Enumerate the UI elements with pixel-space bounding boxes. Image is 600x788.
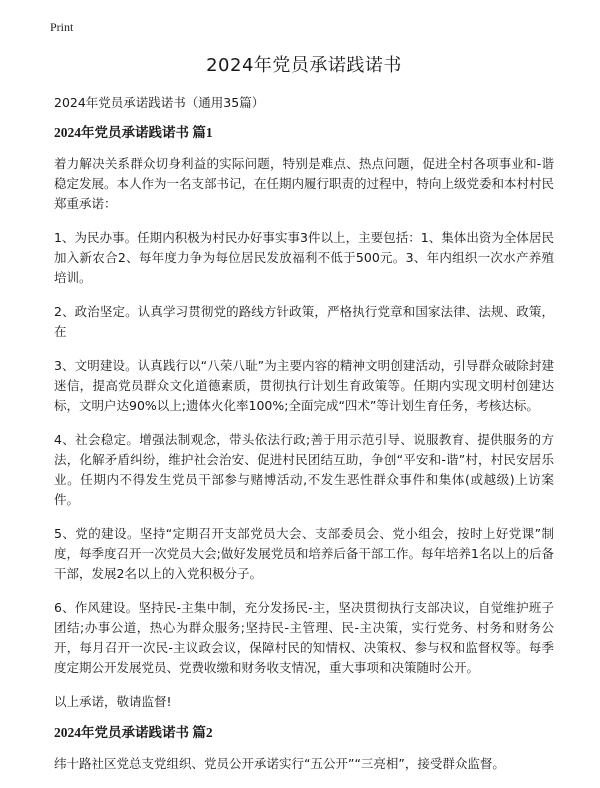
paragraph: 6、作风建设。坚持民-主集中制，充分发扬民-主，坚决贯彻执行支部决议，自觉维护班子团结;办事公道，热心为群众服务;坚持民-主管理、民-主决策，实行党务、村务和财务公开，每月召开一次民-主议政会议，保障村民的知情权、决策权、参与权和监督权等。每季度定期公开发展党员、党费收缴和财务收支情况，重大事项和决策随时公开。 xyxy=(54,600,554,675)
paragraph: 纬十路社区党总支党组织、党员公开承诺实行“五公开”“三亮相”，接受群众监督。 xyxy=(54,756,505,771)
section-heading-1: 2024年党员承诺践诺书 篇1 xyxy=(54,125,213,140)
paragraph: 2、政治坚定。认真学习贯彻党的路线方针政策，严格执行党章和国家法律、法规、政策，在 xyxy=(54,304,554,339)
document-body xyxy=(54,52,554,788)
paragraph: 5、党的建设。坚持“定期召开支部党员大会、支部委员会、党小组会，按时上好党课”制度，每季度召开一次党员大会;做好发展党员和培养后备干部工作。每年培养1名以上的后备干部，发展2名以上的入党积极分子。 xyxy=(54,526,554,581)
paragraph: 1、为民办事。任期内积极为村民办好事实事3件以上，主要包括：1、集体出资为全体居民加入新农合2、每年度力争为每位居民发放福利不低于500元。3、年内组织一次水产养殖培训。 xyxy=(54,230,554,285)
paragraph: 3、文明建设。认真践行以“八荣八耻”为主要内容的精神文明创建活动，引导群众破除封建迷信，提高党员群众文化道德素质，贯彻执行计划生育政策等。任期内实现文明村创建达标，文明户达90%以上;遗体火化率100%;全面完成“四术”等计划生育任务，考核达标。 xyxy=(54,358,555,413)
section-heading-2: 2024年党员承诺践诺书 篇2 xyxy=(54,725,213,740)
paragraph: 4、社会稳定。增强法制观念，带头依法行政;善于用示范引导、说服教育、提供服务的方法，化解矛盾纠纷，维护社会治安、促进村民团结互助，争创“平安和-谐”村，村民安居乐业。任期内不得发生党员干部参与赌博活动,不发生恶性群众事件和集体(或越级)上访案件。 xyxy=(54,432,554,507)
paragraph-closing: 以上承诺，敬请监督! xyxy=(54,694,172,709)
page-title: 2024年党员承诺践诺书 xyxy=(206,55,402,76)
document-subtitle: 2024年党员承诺践诺书（通用35篇） xyxy=(54,95,265,110)
paragraph: 着力解决关系群众切身利益的实际问题，特别是难点、热点问题，促进全村各项事业和-谐稳定发展。本人作为一名支部书记，在任期内履行职责的过程中，特向上级党委和本村村民郑重承诺： xyxy=(54,156,555,211)
print-link[interactable]: Print xyxy=(50,20,74,34)
